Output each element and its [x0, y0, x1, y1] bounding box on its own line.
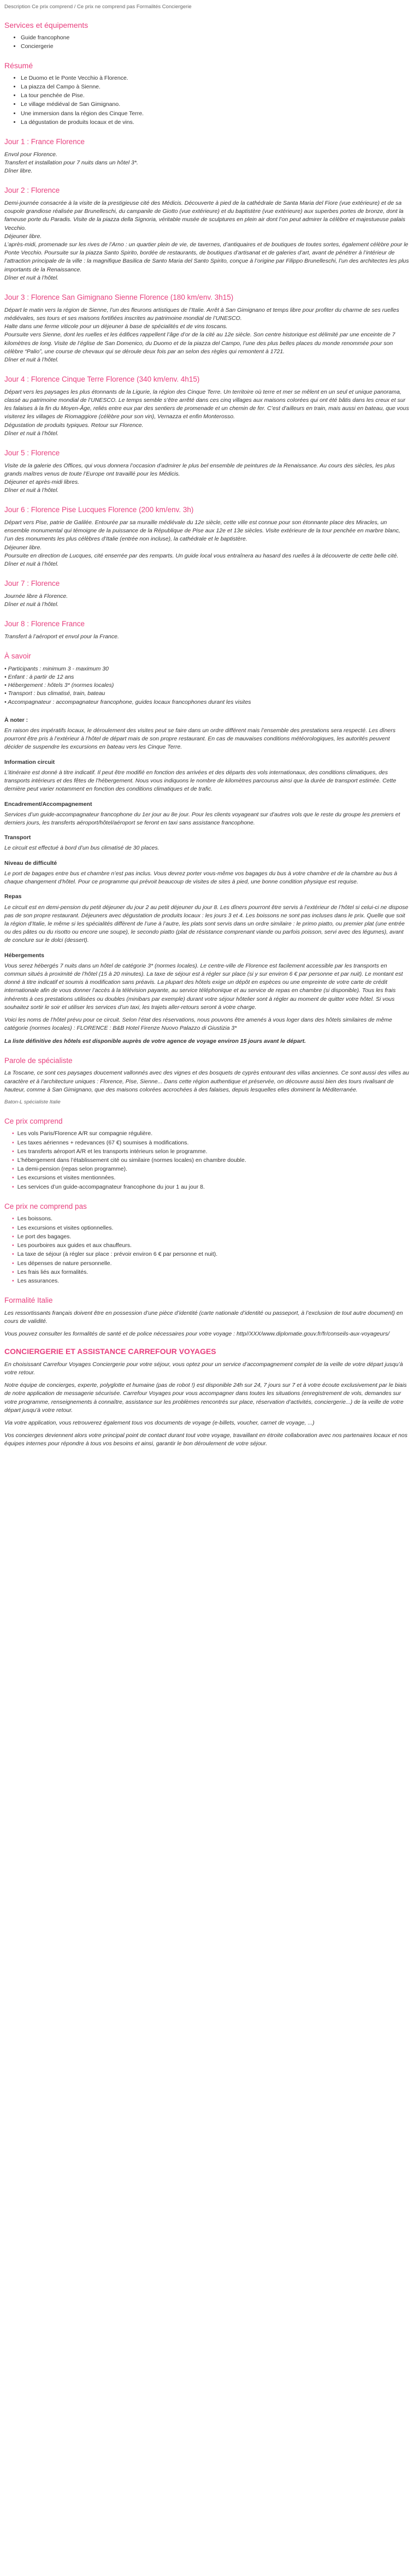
- day-text: Demi-journée consacrée à la visite de la prestigieuse cité des Médicis. Découverte à pied de la cathédrale de Santa Maria del Fiore (vue extérieure) et de sa coupole grandiose réalisée par Brunelleschi, du campanile de Giotto (vue extérieure) et du baptistère (vue extérieure) aux superbes portes de bronze, dont la fameuse porte du Paradis. Visite de la piazza della Signoria, véritable musée de sculptures en plein air dont l’on peut admirer la célèbre et majestueuse palais Vecchio.: [4, 199, 406, 232]
- list-item: • Les pourboires aux guides et aux chauffeurs.: [12, 1242, 410, 1250]
- day-text: Dîner et nuit à l’hôtel.: [4, 356, 59, 363]
- resume-title: Résumé: [4, 61, 33, 70]
- info-text: Services d’un guide-accompagnateur francophone du 1er jour au 8e jour. Pour les clients voyageant sur d’autres vols que le reste du groupe les premiers et derniers jours, les transferts aéroport/hôtel/aéroport se feront en taxi sans assistance francophone.: [4, 811, 400, 826]
- services-title: Services et équipements: [4, 20, 88, 29]
- day-text: Transfert à l’aéroport et envol pour la France.: [4, 633, 119, 640]
- day-title: Jour 1 : France Florence: [4, 138, 85, 146]
- formalite-title: Formalité Italie: [4, 1296, 53, 1305]
- info-label: Transport: [4, 834, 31, 841]
- list-item: • L’hébergement dans l’établissement cité ou similaire (normes locales) en chambre double.: [12, 1156, 410, 1165]
- list-item: • Transport : bus climatisé, train, bateau: [4, 690, 105, 697]
- day-text: Dégustation de produits typiques. Retour sur Florence.: [4, 422, 144, 429]
- day-title: Jour 5 : Florence: [4, 449, 60, 458]
- info-text: Le circuit est effectué à bord d’un bus climatisé de 30 places.: [4, 845, 159, 852]
- day-text: Dîner et nuit à l’hôtel.: [4, 487, 59, 494]
- list-item: • Les vols Paris/Florence A/R sur compagnie régulière.: [12, 1130, 410, 1138]
- info-label: Niveau de difficulté: [4, 859, 57, 866]
- day-text: Poursuite en direction de Lucques, cité enserrée par des remparts. Un guide local vous entraînera au hasard des ruelles à la découverte de cette belle cité.: [4, 552, 399, 559]
- day-text: Départ vers Pise, patrie de Galilée. Entourée par sa muraille médiévale du 12e siècle, cette ville est connue pour son étonnante place des Miracles, un ensemble monumental qui témoigne de la puissance de la République de Pise aux 12e et 13e siècles. Visite extérieure de la tour penchée en marbre blanc, l’un des monuments les plus célèbres d’Italie (entrée non incluse), la cathédrale et le baptistère.: [4, 519, 400, 543]
- info-blocks: [4, 758, 410, 1012]
- day-text: Dîner et nuit à l’hôtel.: [4, 274, 59, 281]
- day-text: Journée libre à Florence.: [4, 592, 68, 600]
- list-item: • La demi-pension (repas selon programme).: [12, 1165, 410, 1173]
- list-item: • Les transferts aéroport A/R et les transports intérieurs selon le programme.: [12, 1148, 410, 1156]
- list-item: • La piazza del Campo à Sienne.: [21, 83, 410, 91]
- day-text: Déjeuner libre.: [4, 544, 42, 551]
- conciergerie-text: En choisissant Carrefour Voyages Conciergerie pour votre séjour, vous optez pour un service d’accompagnement complet de la veille de votre départ jusqu’à votre retour.: [4, 1361, 403, 1376]
- comprend-title: Ce prix comprend: [4, 1117, 63, 1125]
- itinerary: [4, 136, 410, 641]
- list-item: • Le Duomo et le Ponte Vecchio à Florence.: [21, 74, 410, 82]
- list-item: • Les taxes aériennes + redevances (67 €) soumises à modifications.: [12, 1139, 410, 1147]
- tab-bar[interactable]: Description Ce prix comprend / Ce prix ne comprend pas Formalités Conciergerie: [4, 4, 192, 10]
- info-text: Le circuit est en demi-pension du petit déjeuner du jour 2 au petit déjeuner du jour 8. Les dîners pourront être servis à l’extérieur de l’hôtel si celui-ci ne dispose pas de son propre restaurant. Déjeuners avec dégustation de produits locaux : les jours 3 et 4. Les boissons ne sont pas incluses dans le prix. Quelle que soit la région d’Italie, le même si les spécialités diffèrent de l’une à l’autre, les plats sont servis dans un ordre similaire : le primo piatto, ou premier plat (une entrée ou des pâtes ou du risotto ou encore une soupe), le secondo piatto (plat de résistance comprenant viande ou parfois poisson, servi avec des légumes), avant de conclure sur le dolci (dessert).: [4, 904, 409, 944]
- conciergerie-text: Vos concierges deviennent alors votre principal point de contact durant tout votre voyage, travaillant en étroite collaboration avec nos partenaires locaux et nos équipes internes pour répondre à tous vos besoins et ainsi, garantir le bon déroulement de votre séjour.: [4, 1432, 407, 1447]
- formalite-link[interactable]: Vous pouvez consulter les formalités de santé et de police nécessaires pour votre voyage : http//XXX/www.diplomatie.gouv.fr/fr/conseils-aux-voyageurs/: [4, 1331, 390, 1338]
- conciergerie-text: Notre équipe de concierges, experte, polyglotte et humaine (pas de robot !) est disponible 24h sur 24, 7 jours sur 7 et à votre écoute exclusivement par le biais de notre application de messagerie sécurisée. Carrefour Voyages pour vous accompagner dans toutes les situations (enregistrement de vols, demandes sur votre programme, renseignements à connaître, assistance sur les problèmes rencontrés sur place, réservation d’activités, conciergerie...) de la veille de votre départ jusqu’à votre retour.: [4, 1382, 407, 1414]
- list-item: • Le port des bagages.: [12, 1233, 410, 1241]
- day-text: Déjeuner et après-midi libres.: [4, 479, 80, 486]
- info-text: Le port de bagages entre bus et chambre n’est pas inclus. Vous devrez porter vous-même vos bagages du bus à votre chambre et de la chambre au bus à chaque changement d’hôtel. Pour ce programme qui prévoit beaucoup de visites de sites à pied, une bonne condition physique est requise.: [4, 870, 398, 886]
- day-title: Jour 4 : Florence Cinque Terre Florence (340 km/env. 4h15): [4, 375, 200, 384]
- list-item: • Les assurances.: [12, 1277, 410, 1285]
- info-text: L’itinéraire est donné à titre indicatif. Il peut être modifié en fonction des arrivées et des départs des vols internationaux, des conditions climatiques, des transports intérieurs et des fêtes de l’hébergement. Nous vous indiquons le nombre de kilomètres parcourus ainsi que la durée de transport estimée. Cette dernière peut varier notamment en fonction des conditions climatiques et de trafic.: [4, 769, 397, 793]
- list-item: • Accompagnateur : accompagnateur francophone, guides locaux francophones durant les visites: [4, 698, 251, 705]
- day-text: Halte dans une ferme viticole pour un déjeuner à base de spécialités et de vins toscans.: [4, 323, 228, 330]
- info-label: Hébergements: [4, 952, 44, 959]
- list-item: • Les dépenses de nature personnelle.: [12, 1260, 410, 1268]
- list-item: • La dégustation de produits locaux et de vins.: [21, 118, 410, 127]
- conciergerie-text: Via votre application, vous retrouverez également tous vos documents de voyage (e-billets, voucher, carnet de voyage, ...): [4, 1420, 315, 1427]
- anoter-text: En raison des impératifs locaux, le déroulement des visites peut se faire dans un ordre différent mais l’ensemble des prestations sera respecté. Les dîners pourront être pris à l’extérieur à l’hôtel de départ mais de son propre restaurant. En cas de mauvaises conditions météorologiques, les autorités peuvent décider de suspendre les excursions en bateau vers les Cinque Terre.: [4, 727, 396, 751]
- day-title: Jour 3 : Florence San Gimignano Sienne Florence (180 km/env. 3h15): [4, 293, 234, 302]
- day-title: Jour 8 : Florence France: [4, 620, 85, 628]
- list-item: • Une immersion dans la région des Cinque Terre.: [21, 110, 410, 118]
- anoter-label: À noter :: [4, 716, 28, 723]
- list-item: • Les excursions et visites optionnelles.: [12, 1224, 410, 1232]
- services-list: [4, 34, 410, 51]
- info-label: Repas: [4, 893, 22, 900]
- day-title: Jour 7 : Florence: [4, 579, 60, 588]
- list-item: • Les services d’un guide-accompagnateur francophone du jour 1 au jour 8.: [12, 1183, 410, 1191]
- info-text: Vous serez hébergés 7 nuits dans un hôtel de catégorie 3* (normes locales). Le centre-ville de Florence est facilement accessible par les transports en commun situés à proximité de l’hôtel (15 à 20 minutes). La taxe de séjour est à régler sur place (si y sur environ 6 € par personne et par nuit). Le montant est donné à titre indicatif et soumis à modification sans préavis. La plupart des hôtels exige un dépôt en espèces ou une empreinte de votre carte de crédit internationale afin de vous donner l’accès à la télévision payante, au service téléphonique et au service de repas en chambre (si disponible). Tous les frais inhérents à ces prestations utilisées ou doubles (minibars par exemple) durant votre séjour hôtelier sont à régler au moment de quitter votre hôtel. Si vous souhaitez sortir le soir et utiliser les services d’un taxi, les trajets aller-retours seront à votre charge.: [4, 962, 403, 1011]
- hotel-note: Voici les noms de l’hôtel prévu pour ce circuit. Selon l’état des réservations, nous pouvons être amenés à vous loger dans des hôtels similaires de même catégorie (normes locales) : FLORENCE : B&B Hotel Firenze Nuovo Palazzo di Giustizia 3*: [4, 1017, 392, 1032]
- formalite-text: Les ressortissants français doivent être en possession d’une pièce d’identité (carte nationale d’identité ou passeport, à l’exclusion de tout autre document) en cours de validité.: [4, 1309, 403, 1325]
- list-item: • Participants : minimum 3 - maximum 30: [4, 665, 109, 672]
- list-item: • Enfant : à partir de 12 ans: [4, 673, 74, 680]
- day-title: Jour 2 : Florence: [4, 186, 60, 195]
- specialiste-text: La Toscane, ce sont ces paysages doucement vallonnés avec des vignes et des bosquets de cyprès entourant des villas anciennes. Ce sont aussi des villes au caractère et à l’architecture uniques : Florence, Pise, Sienne... Dans cette région authentique et préservée, on découvre aussi bien des tours rivalisant de hauteur, comme à San Gimignano, que des maisons colorées accrochées à des falaises, depuis lesquelles elles dominent la Méditerranée.: [4, 1070, 409, 1093]
- day-text: Déjeuner libre.: [4, 233, 42, 240]
- info-label: Encadrement/Accompagnement: [4, 800, 92, 808]
- day-text: Envol pour Florence.: [4, 151, 57, 158]
- day-text: Poursuite vers Sienne, dont les ruelles et les édifices rappellent l’âge d’or de la cité au 12e siècle. Son centre historique est délimité par une enceinte de 7 kilomètres de long. Visite de l’église de San Domenico, du Duomo et de la piazza del Campo, l’une des plus belles places du monde renommée pour son célèbre “Palio”, une course de chevaux qui se déroule deux fois par an selon des règles qui remontent à 1721.: [4, 331, 395, 355]
- list-item: • La tour penchée de Pise.: [21, 92, 410, 100]
- list-item: • Hébergement : hôtels 3* (normes locales): [4, 682, 114, 689]
- day-title: Jour 6 : Florence Pise Lucques Florence (200 km/env. 3h): [4, 506, 194, 514]
- conciergerie-title: CONCIERGERIE ET ASSISTANCE CARREFOUR VOYAGES: [4, 1347, 216, 1356]
- day-text: Dîner libre.: [4, 168, 33, 175]
- list-item: • Le village médiéval de San Gimignano.: [21, 100, 410, 109]
- day-text: Départ vers les paysages les plus étonnants de la Ligurie, la région des Cinque Terre. Un territoire où terre et mer se mêlent en un seul et unique panorama, classé au patrimoine mondial de l’UNESCO. Le temps semble s’être arrêté dans ces cinq villages aux maisons colorées qui ont été bâtis dans les creux et sur les falaises à la fin du Moyen-Âge, reliés entre eux par des sentiers de promenade et un chemin de fer. C’est d’ailleurs en train, mais aussi en bateau, que vous visiterez les villages de Riomaggiore (célèbre pour son vin), Vernazza et enfin Monterosso.: [4, 388, 409, 420]
- nepascomprend-list: [4, 1215, 410, 1285]
- info-label: Information circuit: [4, 758, 55, 765]
- asavoir-title: À savoir: [4, 652, 31, 661]
- list-item: • Guide francophone: [21, 34, 410, 42]
- resume-list: [4, 74, 410, 127]
- comprend-list: [4, 1130, 410, 1191]
- day-text: Départ le matin vers la région de Sienne, l’un des fleurons artistiques de l’Italie. Arrêt à San Gimignano et temps libre pour profiter du charme de ses ruelles médiévales, ses tours et ses maisons fortifiées inscrites au patrimoine mondial de l’UNESCO.: [4, 306, 399, 322]
- nepascomprend-title: Ce prix ne comprend pas: [4, 1202, 87, 1210]
- day-text: Dîner et nuit à l’hôtel.: [4, 430, 59, 437]
- specialiste-author: Baton-L spécialiste Italie: [4, 1099, 61, 1106]
- day-text: Dîner et nuit à l’hôtel.: [4, 561, 59, 568]
- hotel-final: La liste définitive des hôtels est disponible auprès de votre agence de voyage environ 15 jours avant le départ.: [4, 1037, 306, 1044]
- list-item: • Les boissons.: [12, 1215, 410, 1223]
- specialiste-title: Parole de spécialiste: [4, 1056, 73, 1065]
- day-text: Transfert et installation pour 7 nuits dans un hôtel 3*.: [4, 159, 138, 166]
- day-text: Dîner et nuit à l’hôtel.: [4, 601, 59, 608]
- list-item: • Les frais liés aux formalités.: [12, 1268, 410, 1277]
- list-item: • Les excursions et visites mentionnées.: [12, 1174, 410, 1182]
- day-text: L’après-midi, promenade sur les rives de l’Arno : un quartier plein de vie, de tavernes, d’antiquaires et de boutiques de toutes sortes, également célèbre pour le Ponte Vecchio. Poursuite sur la piazza Santo Spirito, bordée de restaurants, de boutiques d’artisanat et de galeries d’art, avant de pénétrer à l’intérieur de l’attraction principale de la ville : la magnifique Basilica de Santo Maria del Santo Spirito, conçue à l’origine par Filippo Brunelleschi, l’un des architectes les plus importants de la Renaissance.: [4, 241, 409, 273]
- list-item: • Conciergerie: [21, 43, 410, 51]
- day-text: Visite de la galerie des Offices, qui vous donnera l’occasion d’admirer le plus bel ensemble de peintures de la Renaissance. Au cours des siècles, les plus grands maîtres venus de toute l’Europe ont travaillé pour les Médicis.: [4, 462, 395, 477]
- list-item: • La taxe de séjour (à régler sur place : prévoir environ 6 € par personne et nuit).: [12, 1250, 410, 1259]
